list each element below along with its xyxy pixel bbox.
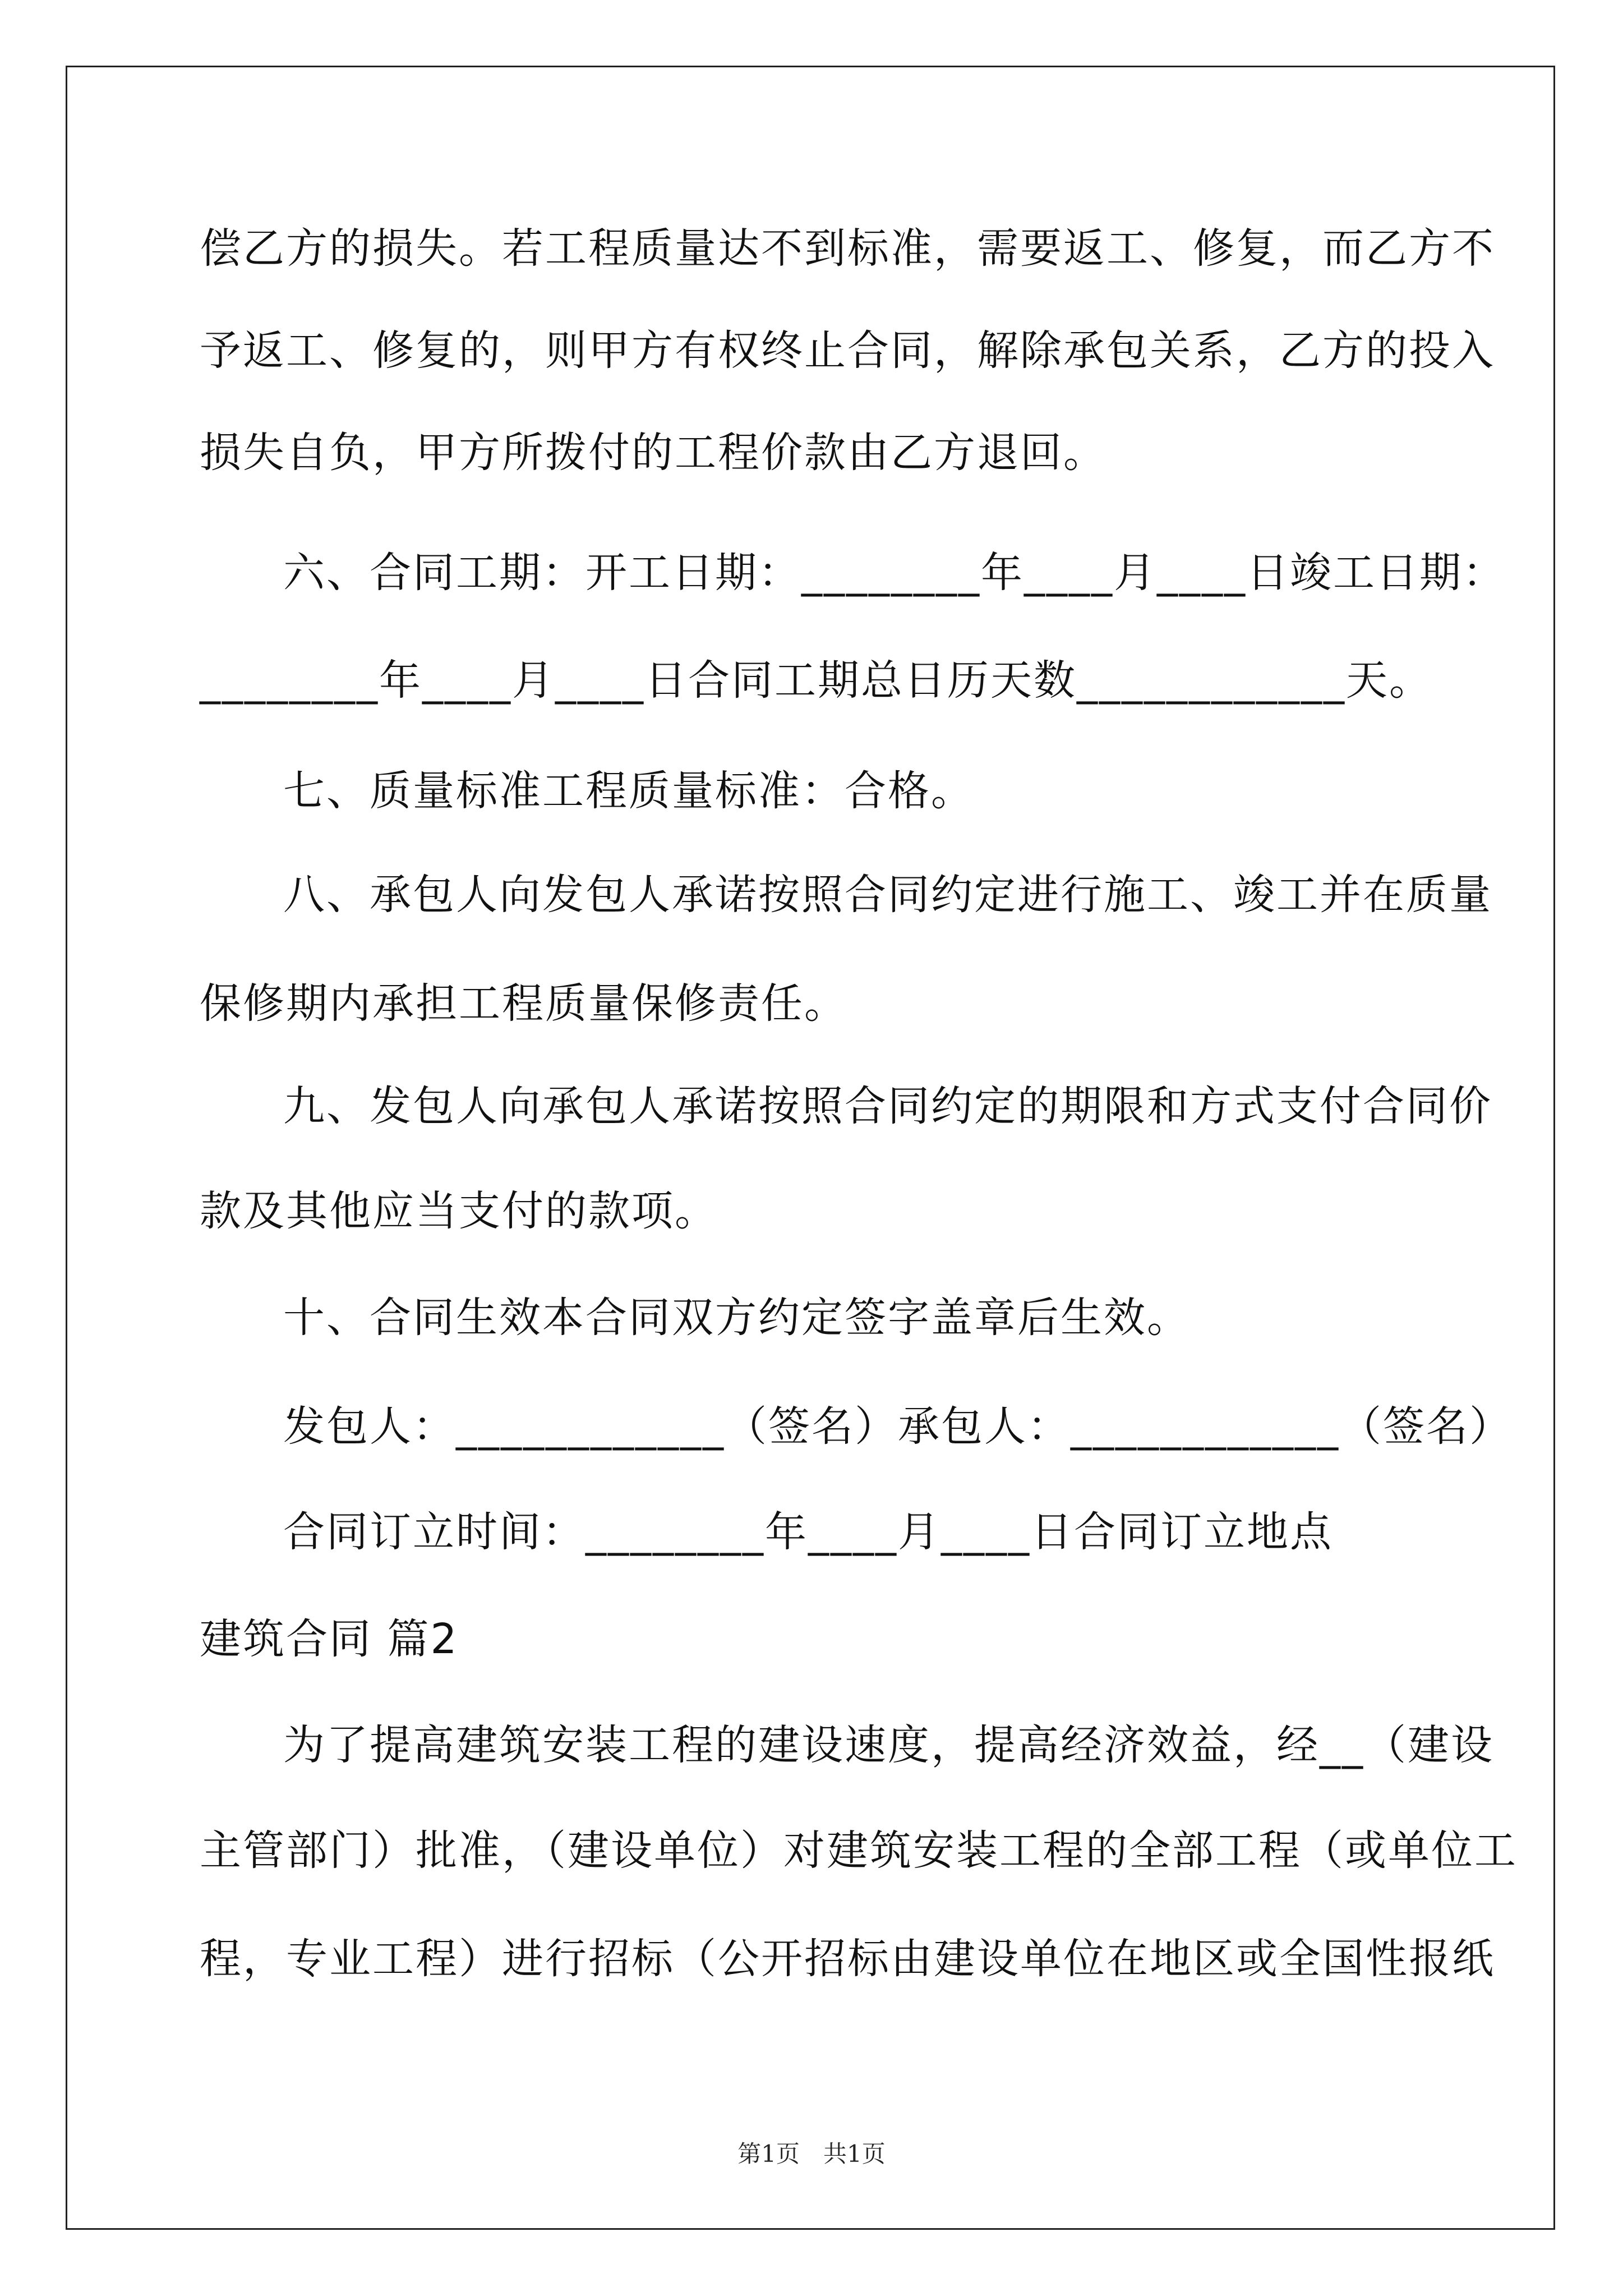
text-line: 损失自负，甲方所拨付的工程价款由乙方退回。: [200, 429, 1106, 477]
page-border: [66, 66, 1555, 2230]
text-line: 款及其他应当支付的款项。: [200, 1187, 718, 1235]
text-line: 发包人：____________（签名）承包人：____________（签名）: [283, 1402, 1513, 1451]
text-line: 六、合同工期：开工日期：________年____月____日竣工日期：: [283, 549, 1506, 597]
section-heading: 建筑合同 篇2: [200, 1615, 459, 1663]
text-line: 程，专业工程）进行招标（公开招标由建设单位在地区或全国性报纸: [200, 1935, 1495, 1983]
text-line: 七、质量标准工程质量标准：合格。: [283, 767, 974, 815]
text-line: 保修期内承担工程质量保修责任。: [200, 979, 847, 1028]
text-line: 九、发包人向承包人承诺按照合同约定的期限和方式支付合同价: [283, 1082, 1492, 1130]
text-line: 偿乙方的损失。若工程质量达不到标准，需要返工、修复，而乙方不: [200, 224, 1495, 273]
text-line: 十、合同生效本合同双方约定签字盖章后生效。: [283, 1294, 1190, 1342]
text-line: ________年____月____日合同工期总日历天数____________天。: [200, 656, 1432, 705]
text-line: 八、承包人向发包人承诺按照合同约定进行施工、竣工并在质量: [283, 871, 1492, 919]
page-number: 第1页 共1页: [737, 2140, 886, 2168]
text-line: 为了提高建筑安装工程的建设速度，提高经济效益，经__（建设: [283, 1721, 1494, 1769]
text-line: 合同订立时间：________年____月____日合同订立地点: [283, 1508, 1333, 1556]
text-line: 主管部门）批准，（建设单位）对建筑安装工程的全部工程（或单位工: [200, 1826, 1518, 1875]
text-line: 予返工、修复的，则甲方有权终止合同，解除承包关系，乙方的投入: [200, 326, 1495, 375]
